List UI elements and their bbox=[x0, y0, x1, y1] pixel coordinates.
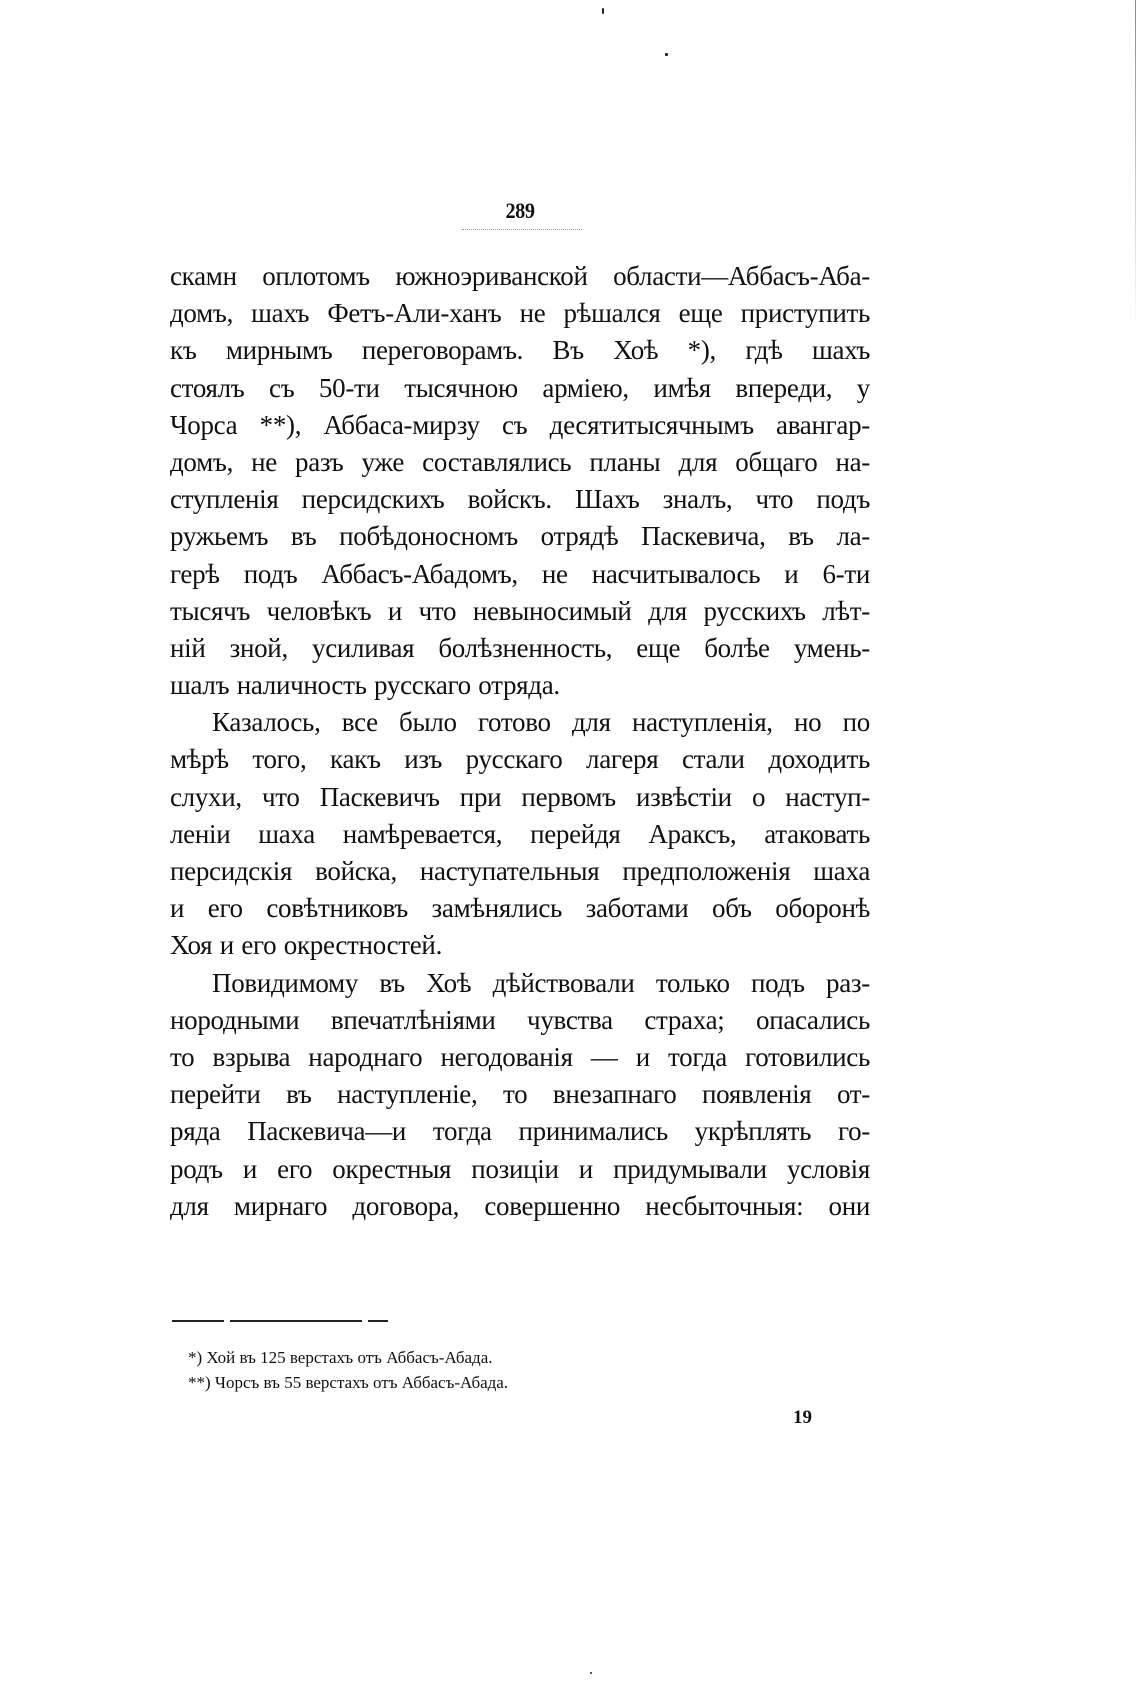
text-line: къ мирнымъ переговорамъ. Въ Хоѣ *), гдѣ шахъ bbox=[170, 335, 870, 366]
text-line: стоялъ съ 50-ти тысячною арміею, имѣя впереди, у bbox=[170, 372, 870, 403]
paragraph bbox=[170, 258, 870, 704]
text-line: герѣ подъ Аббасъ-Абадомъ, не насчитывалось и 6-ти bbox=[170, 558, 870, 589]
page-number: 289 bbox=[505, 198, 535, 223]
text-line: Повидимому въ Хоѣ дѣйствовали только подъ раз- bbox=[212, 967, 870, 998]
text-line: шалъ наличность русскаго отряда. bbox=[170, 670, 560, 701]
text-line: родъ и его окрестныя позиціи и придумывали условія bbox=[170, 1153, 870, 1184]
text-line: ряда Паскевича—и тогда принимались укрѣплять го- bbox=[170, 1116, 870, 1147]
text-line: Хоя и его окрестностей. bbox=[170, 930, 443, 961]
text-line: ній зной, усиливая болѣзненность, еще болѣе умень- bbox=[170, 632, 870, 663]
text-line: Чорса **), Аббаса-мирзу съ десятитысячнымъ авангар- bbox=[170, 409, 870, 440]
text-line: Казалось, все было готово для наступленія, но по bbox=[212, 707, 870, 738]
scan-speck bbox=[590, 1672, 592, 1674]
text-line: персидскія войска, наступательныя предположенія шаха bbox=[170, 856, 870, 886]
paragraph bbox=[170, 704, 870, 964]
text-line: домъ, не разъ уже составлялись планы для общаго на- bbox=[170, 446, 870, 477]
text-line: перейти въ наступленіе, то внезапнаго появленія от- bbox=[170, 1079, 870, 1110]
text-line: мѣрѣ того, какъ изъ русскаго лагеря стали доходить bbox=[170, 744, 870, 775]
header-ornament bbox=[462, 229, 582, 233]
paragraph bbox=[170, 965, 870, 1225]
text-line: домъ, шахъ Фетъ-Али-ханъ не рѣшался еще приступить bbox=[170, 298, 870, 329]
signature-mark: 19 bbox=[793, 1407, 812, 1428]
text-line: ступленія персидскихъ войскъ. Шахъ зналъ, что подъ bbox=[170, 484, 870, 515]
text-line: леніи шаха намѣревается, перейдя Араксъ, атаковать bbox=[170, 818, 870, 849]
footnote-separator bbox=[172, 1320, 388, 1321]
text-line: ружьемъ въ побѣдоносномъ отрядѣ Паскевича, въ ла- bbox=[170, 521, 870, 552]
text-line: тысячъ человѣкъ и что невыносимый для русскихъ лѣт- bbox=[170, 595, 870, 626]
footnote: **) Чорсъ въ 55 верстахъ отъ Аббасъ-Абада. bbox=[188, 1373, 509, 1392]
text-line: слухи, что Паскевичъ при первомъ извѣстіи о наступ- bbox=[170, 781, 870, 812]
text-line: и его совѣтниковъ замѣнялись заботами объ оборонѣ bbox=[170, 893, 870, 924]
body-text bbox=[170, 258, 870, 1225]
text-line: нородными впечатлѣніями чувства страха; опасались bbox=[170, 1004, 870, 1035]
text-line: для мирнаго договора, совершенно несбыточныя: они bbox=[170, 1190, 870, 1221]
page-edge-shadow bbox=[1135, 0, 1136, 330]
text-line: то взрыва народнаго негодованія — и тогда готовились bbox=[170, 1041, 870, 1072]
scan-speck bbox=[665, 53, 668, 56]
footnote: *) Хой въ 125 верстахъ отъ Аббасъ-Абада. bbox=[188, 1348, 493, 1367]
scan-speck bbox=[602, 8, 604, 14]
text-line: скамн оплотомъ южноэриванской области—Аббасъ-Аба- bbox=[170, 261, 870, 291]
footnotes bbox=[188, 1345, 788, 1395]
